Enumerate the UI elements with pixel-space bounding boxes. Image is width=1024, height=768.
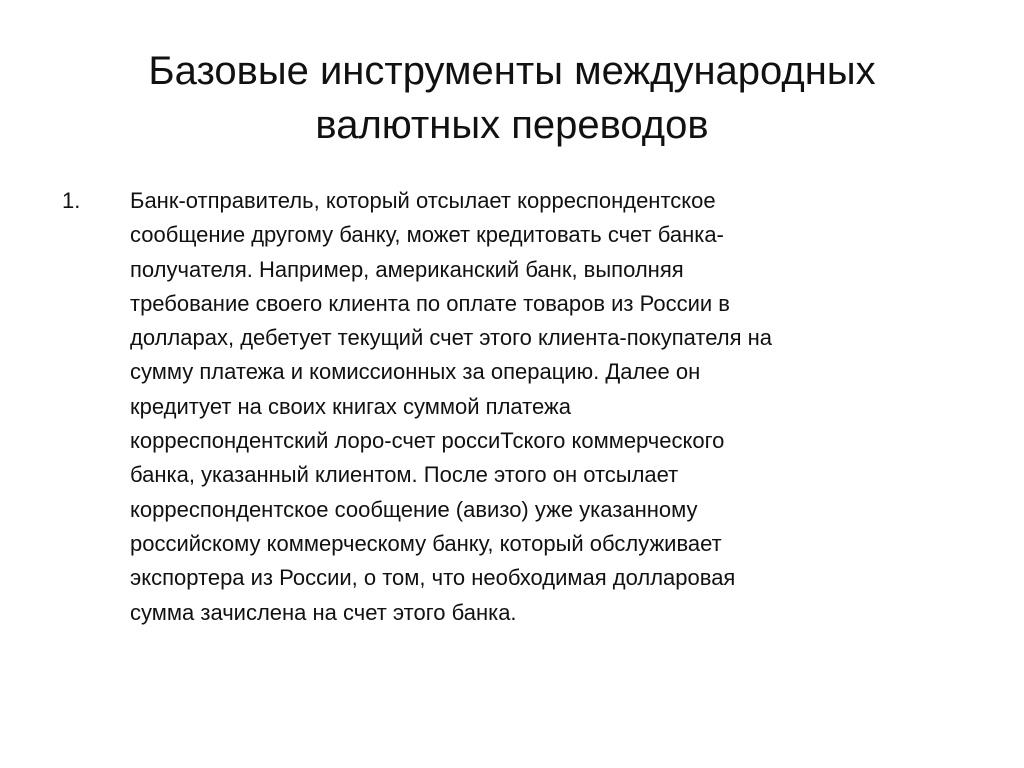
- text-line: сумма зачислена на счет этого банка.: [130, 599, 517, 625]
- text-line: получателя. Например, американский банк, выполняя: [130, 256, 684, 282]
- text-line: кредитует на своих книгах суммой платежа: [130, 393, 571, 419]
- text-line: корреспондентский лоро-счет россиТского коммерческого: [130, 428, 725, 454]
- text-line: требование своего клиента по оплате товаров из России в: [130, 290, 730, 316]
- text-line: корреспондентское сообщение (авизо) уже указанному: [130, 496, 698, 522]
- text-line: экспортера из России, о том, что необходимая долларовая: [130, 565, 736, 591]
- slide-title-line-2: валютных переводов: [315, 103, 709, 147]
- slide-title-line-1: Базовые инструменты международных: [148, 49, 876, 93]
- text-line: сообщение другому банку, может кредитовать счет банка-: [130, 222, 724, 248]
- text-line: долларах, дебетует текущий счет этого клиента-покупателя на: [130, 325, 773, 351]
- text-line: банка, указанный клиентом. После этого он отсылает: [130, 462, 679, 488]
- slide-title: [60, 44, 964, 152]
- text-line: сумму платежа и комиссионных за операцию. Далее он: [130, 359, 701, 385]
- text-line: российскому коммерческому банку, который обслуживает: [130, 530, 722, 556]
- text-line: Банк-отправитель, который отсылает корреспондентское: [130, 188, 716, 213]
- list-item-number: 1.: [62, 188, 81, 213]
- list-item-text: [130, 184, 980, 630]
